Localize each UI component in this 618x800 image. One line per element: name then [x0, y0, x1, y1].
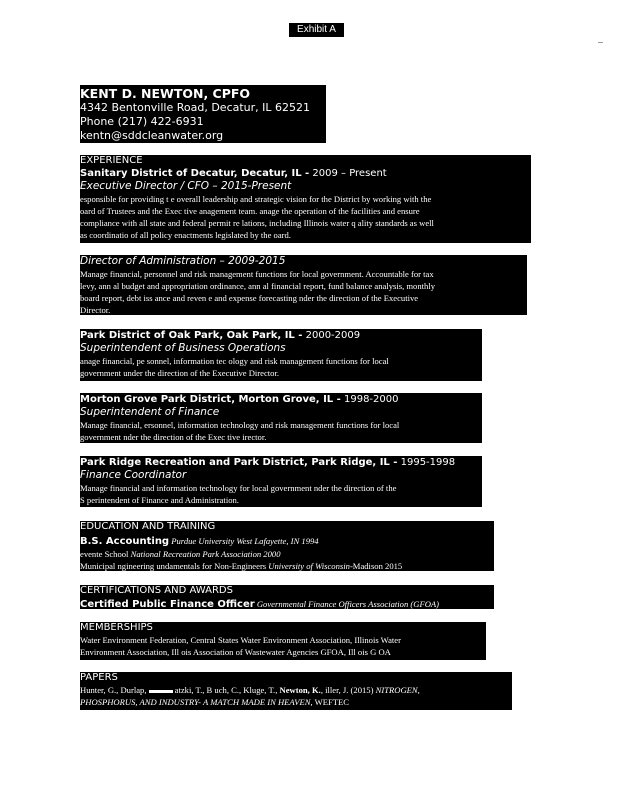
paper-title: NITROGEN, — [375, 685, 420, 695]
desc-line: anage financial, pe sonnel, information tec ology and risk management functions for local — [80, 356, 389, 366]
degree-school: Purdue University West Lafayette, IN 1994 — [169, 536, 319, 546]
phone: Phone (217) 422-6931 — [80, 115, 204, 128]
experience-block-3 — [80, 329, 482, 381]
job-description — [80, 268, 527, 315]
job-title: Finance Coordinator — [80, 469, 187, 481]
redaction-mark — [149, 690, 173, 693]
membership-line: Environment Association, Ill ois Association of Wastewater Agencies GFOA, Ill ois G OA — [80, 647, 391, 657]
experience-block-2 — [80, 255, 527, 315]
training-item: evente School — [80, 549, 131, 559]
desc-line: government nder the direction of the Exec tive irector. — [80, 432, 267, 442]
job-org-name: Park Ridge Recreation and Park District, Park Ridge, IL - — [80, 457, 398, 468]
job-description — [80, 419, 482, 443]
training-org: University of Wisconsin — [268, 561, 350, 571]
desc-line: Manage financial, personnel and risk management functions for local government. Accountable for tax — [80, 269, 434, 279]
desc-line: levy, ann al budget and appropriation ordinance, ann al financial report, fund balance analysis, monthly — [80, 281, 436, 291]
desc-line: esponsible for providing t e overall leadership and strategic vision for the District by working with the — [80, 194, 432, 204]
paper-authors: Hunter, G., Durlap, — [80, 685, 149, 695]
memberships-list — [80, 634, 486, 658]
job-org-name: Park District of Oak Park, Oak Park, IL - — [80, 330, 303, 341]
scan-mark — [598, 42, 603, 43]
job-dates: 2000-2009 — [302, 330, 361, 341]
job-org — [80, 167, 531, 180]
certifications-block — [80, 585, 494, 609]
job-description — [80, 482, 482, 506]
certification-item: Certified Public Finance Officer — [80, 599, 255, 609]
job-dates: 2009 – Present — [309, 168, 387, 179]
job-description — [80, 355, 482, 379]
paper-venue: , WEFTEC — [310, 697, 349, 707]
job-dates: 1995-1998 — [397, 457, 456, 468]
certification-org: Governmental Finance Officers Association (GFOA) — [254, 599, 440, 609]
job-title: Director of Administration – 2009-2015 — [80, 255, 286, 267]
education-block — [80, 521, 494, 571]
experience-block-4 — [80, 393, 482, 443]
desc-line: as coordinatio of all policy enactments legislated by the oard. — [80, 230, 291, 240]
section-heading-experience: EXPERIENCE — [80, 155, 143, 166]
training-item: Municipal ngineering undamentals for Non-Engineers — [80, 561, 269, 571]
degree: B.S. Accounting — [80, 536, 170, 547]
paper-authors: , iller, J. (2015) — [320, 685, 376, 695]
desc-line: S perintendent of Finance and Administration. — [80, 495, 239, 505]
experience-block-1 — [80, 155, 531, 243]
desc-line: Manage financial and information technology for local government nder the direction of the — [80, 483, 397, 493]
contact-header — [80, 85, 326, 143]
job-description — [80, 193, 531, 241]
job-org-name: Sanitary District of Decatur, Decatur, IL - — [80, 168, 310, 179]
section-heading-papers: PAPERS — [80, 672, 118, 683]
paper-title: PHOSPHORUS, AND INDUSTRY- A MATCH MADE IN HEAVEN — [80, 697, 311, 707]
section-heading-certifications: CERTIFICATIONS AND AWARDS — [80, 585, 233, 596]
desc-line: compliance with all state and federal permit re lations, including Illinois water q ality standards as well — [80, 218, 434, 228]
paper-authors: atzki, T., B uch, C., Kluge, T., — [174, 685, 280, 695]
exhibit-label: Exhibit A — [289, 23, 344, 37]
training-org: National Recreation Park Association 2000 — [130, 549, 281, 559]
memberships-block — [80, 622, 486, 660]
desc-line: board report, debt iss ance and reven e and expense forecasting nder the direction of the Executive — [80, 293, 419, 303]
address: 4342 Bentonville Road, Decatur, IL 62521 — [80, 101, 311, 114]
job-title: Executive Director / CFO – 2015-Present — [80, 180, 292, 192]
experience-block-5 — [80, 456, 482, 507]
job-title: Superintendent of Finance — [80, 406, 220, 418]
training-org-tail: -Madison 2015 — [349, 561, 403, 571]
email: kentn@sddcleanwater.org — [80, 129, 224, 142]
desc-line: oard of Trustees and the Exec tive anagement team. anage the operation of the facilities and ensure — [80, 206, 420, 216]
membership-line: Water Environment Federation, Central States Water Environment Association, Illinois Water — [80, 635, 401, 645]
job-dates: 1998-2000 — [340, 394, 399, 405]
candidate-name: KENT D. NEWTON, CPFO — [80, 86, 251, 101]
desc-line: Manage financial, ersonnel, information technology and risk management functions for local — [80, 420, 400, 430]
desc-line: government under the direction of the Executive Director. — [80, 368, 280, 378]
job-org-name: Morton Grove Park District, Morton Grove, IL - — [80, 394, 341, 405]
job-title: Superintendent of Business Operations — [80, 342, 286, 354]
section-heading-memberships: MEMBERSHIPS — [80, 622, 153, 633]
section-heading-education: EDUCATION AND TRAINING — [80, 521, 216, 532]
desc-line: Director. — [80, 305, 111, 315]
papers-block — [80, 672, 512, 710]
paper-author-highlight: Newton, K. — [279, 685, 321, 695]
